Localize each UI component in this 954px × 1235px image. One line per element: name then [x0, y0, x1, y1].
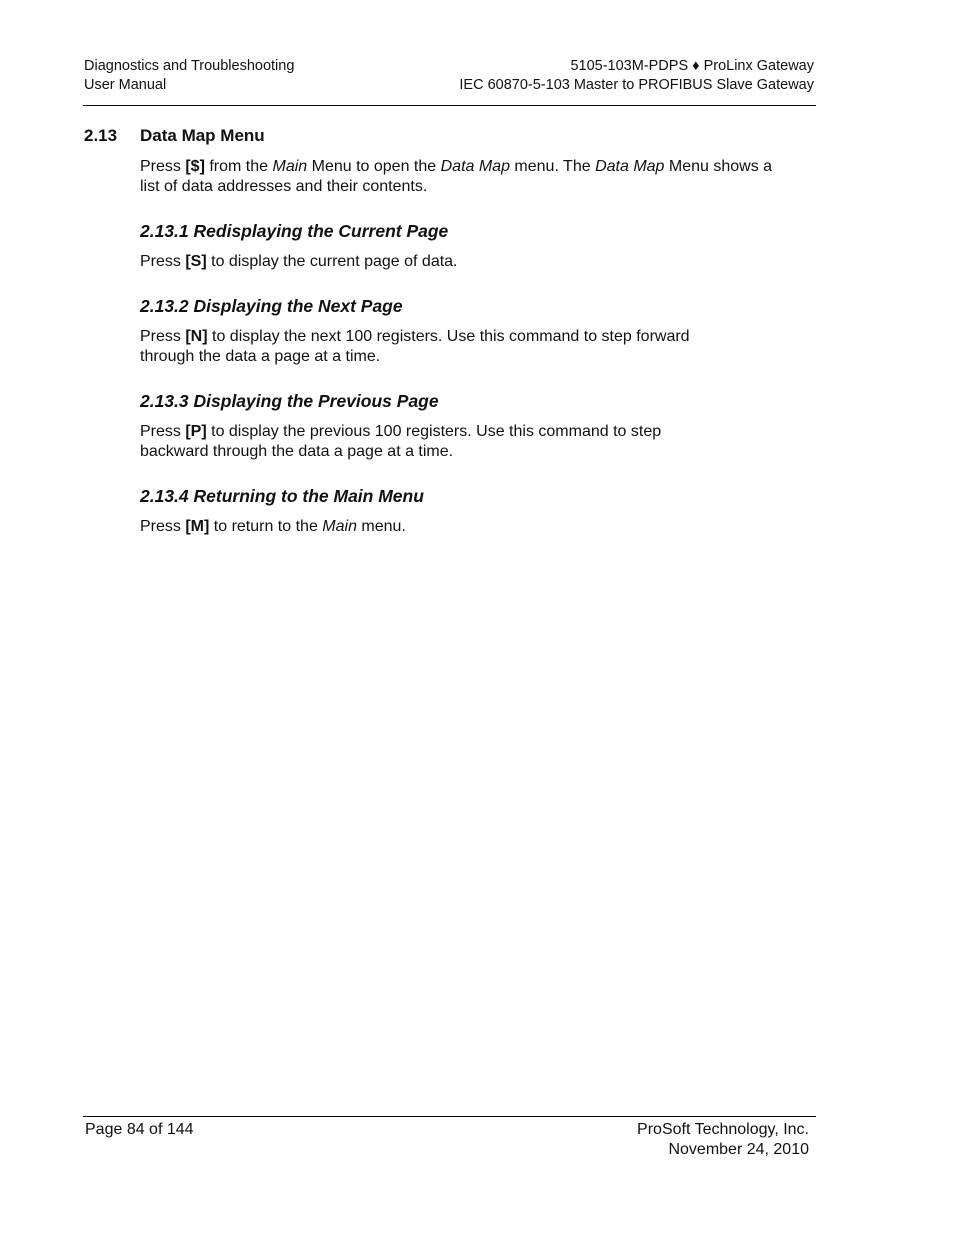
header-divider [83, 105, 816, 106]
section-heading [84, 126, 265, 146]
para-text: menu. [356, 518, 406, 535]
para-text: to display the previous 100 registers. Use this command to step backward through the data a page at a time. [140, 423, 662, 460]
para-text: to display the current page of data. [206, 253, 458, 270]
section-intro-paragraph [140, 157, 780, 196]
menu-name: Main [322, 518, 357, 535]
subsection-heading: 2.13.1 Redisplaying the Current Page [140, 221, 449, 241]
para-text: to display the next 100 registers. Use this command to step forward through the data a page at a time. [140, 328, 690, 365]
footer-divider [83, 1116, 816, 1117]
intro-text: menu. The [509, 158, 596, 175]
intro-menu-name: Data Map [595, 158, 665, 175]
footer-company: ProSoft Technology, Inc. [637, 1121, 809, 1138]
intro-key: [$] [185, 158, 205, 175]
subsection-heading: 2.13.2 Displaying the Next Page [140, 296, 403, 316]
header-product: 5105-103M-PDPS ♦ ProLinx Gateway [570, 58, 814, 74]
subsection-heading: 2.13.4 Returning to the Main Menu [140, 486, 424, 506]
subsection-paragraph [140, 327, 740, 366]
section-title: Data Map Menu [140, 126, 265, 145]
header-doc-type: User Manual [84, 77, 167, 93]
para-text: Press [140, 253, 186, 270]
intro-menu-name: Data Map [440, 158, 510, 175]
page-header-left [84, 57, 294, 95]
intro-text: Press [140, 158, 186, 175]
subsection-paragraph [140, 517, 780, 537]
intro-text: Menu to open the [307, 158, 441, 175]
footer-right [637, 1120, 809, 1159]
footer-date: November 24, 2010 [668, 1140, 809, 1158]
intro-text: Menu shows a list of data addresses and their contents. [140, 158, 773, 195]
header-chapter: Diagnostics and Troubleshooting [84, 58, 295, 74]
key-label: [M] [185, 518, 210, 535]
para-text: Press [140, 328, 186, 345]
key-label: [N] [185, 328, 208, 345]
key-label: [S] [185, 253, 207, 270]
key-label: [P] [185, 423, 207, 440]
para-text: Press [140, 423, 186, 440]
page-header-right [459, 57, 814, 95]
intro-menu-name: Main [272, 158, 308, 175]
section-number: 2.13 [84, 126, 118, 145]
subsection-heading: 2.13.3 Displaying the Previous Page [140, 391, 439, 411]
para-text: to return to the [209, 518, 323, 535]
para-text: Press [140, 518, 186, 535]
page-number: Page 84 of 144 [85, 1121, 194, 1138]
header-product-desc: IEC 60870-5-103 Master to PROFIBUS Slave Gateway [459, 77, 814, 93]
subsection-paragraph [140, 422, 720, 461]
subsection-paragraph [140, 252, 780, 272]
intro-text: from the [204, 158, 273, 175]
